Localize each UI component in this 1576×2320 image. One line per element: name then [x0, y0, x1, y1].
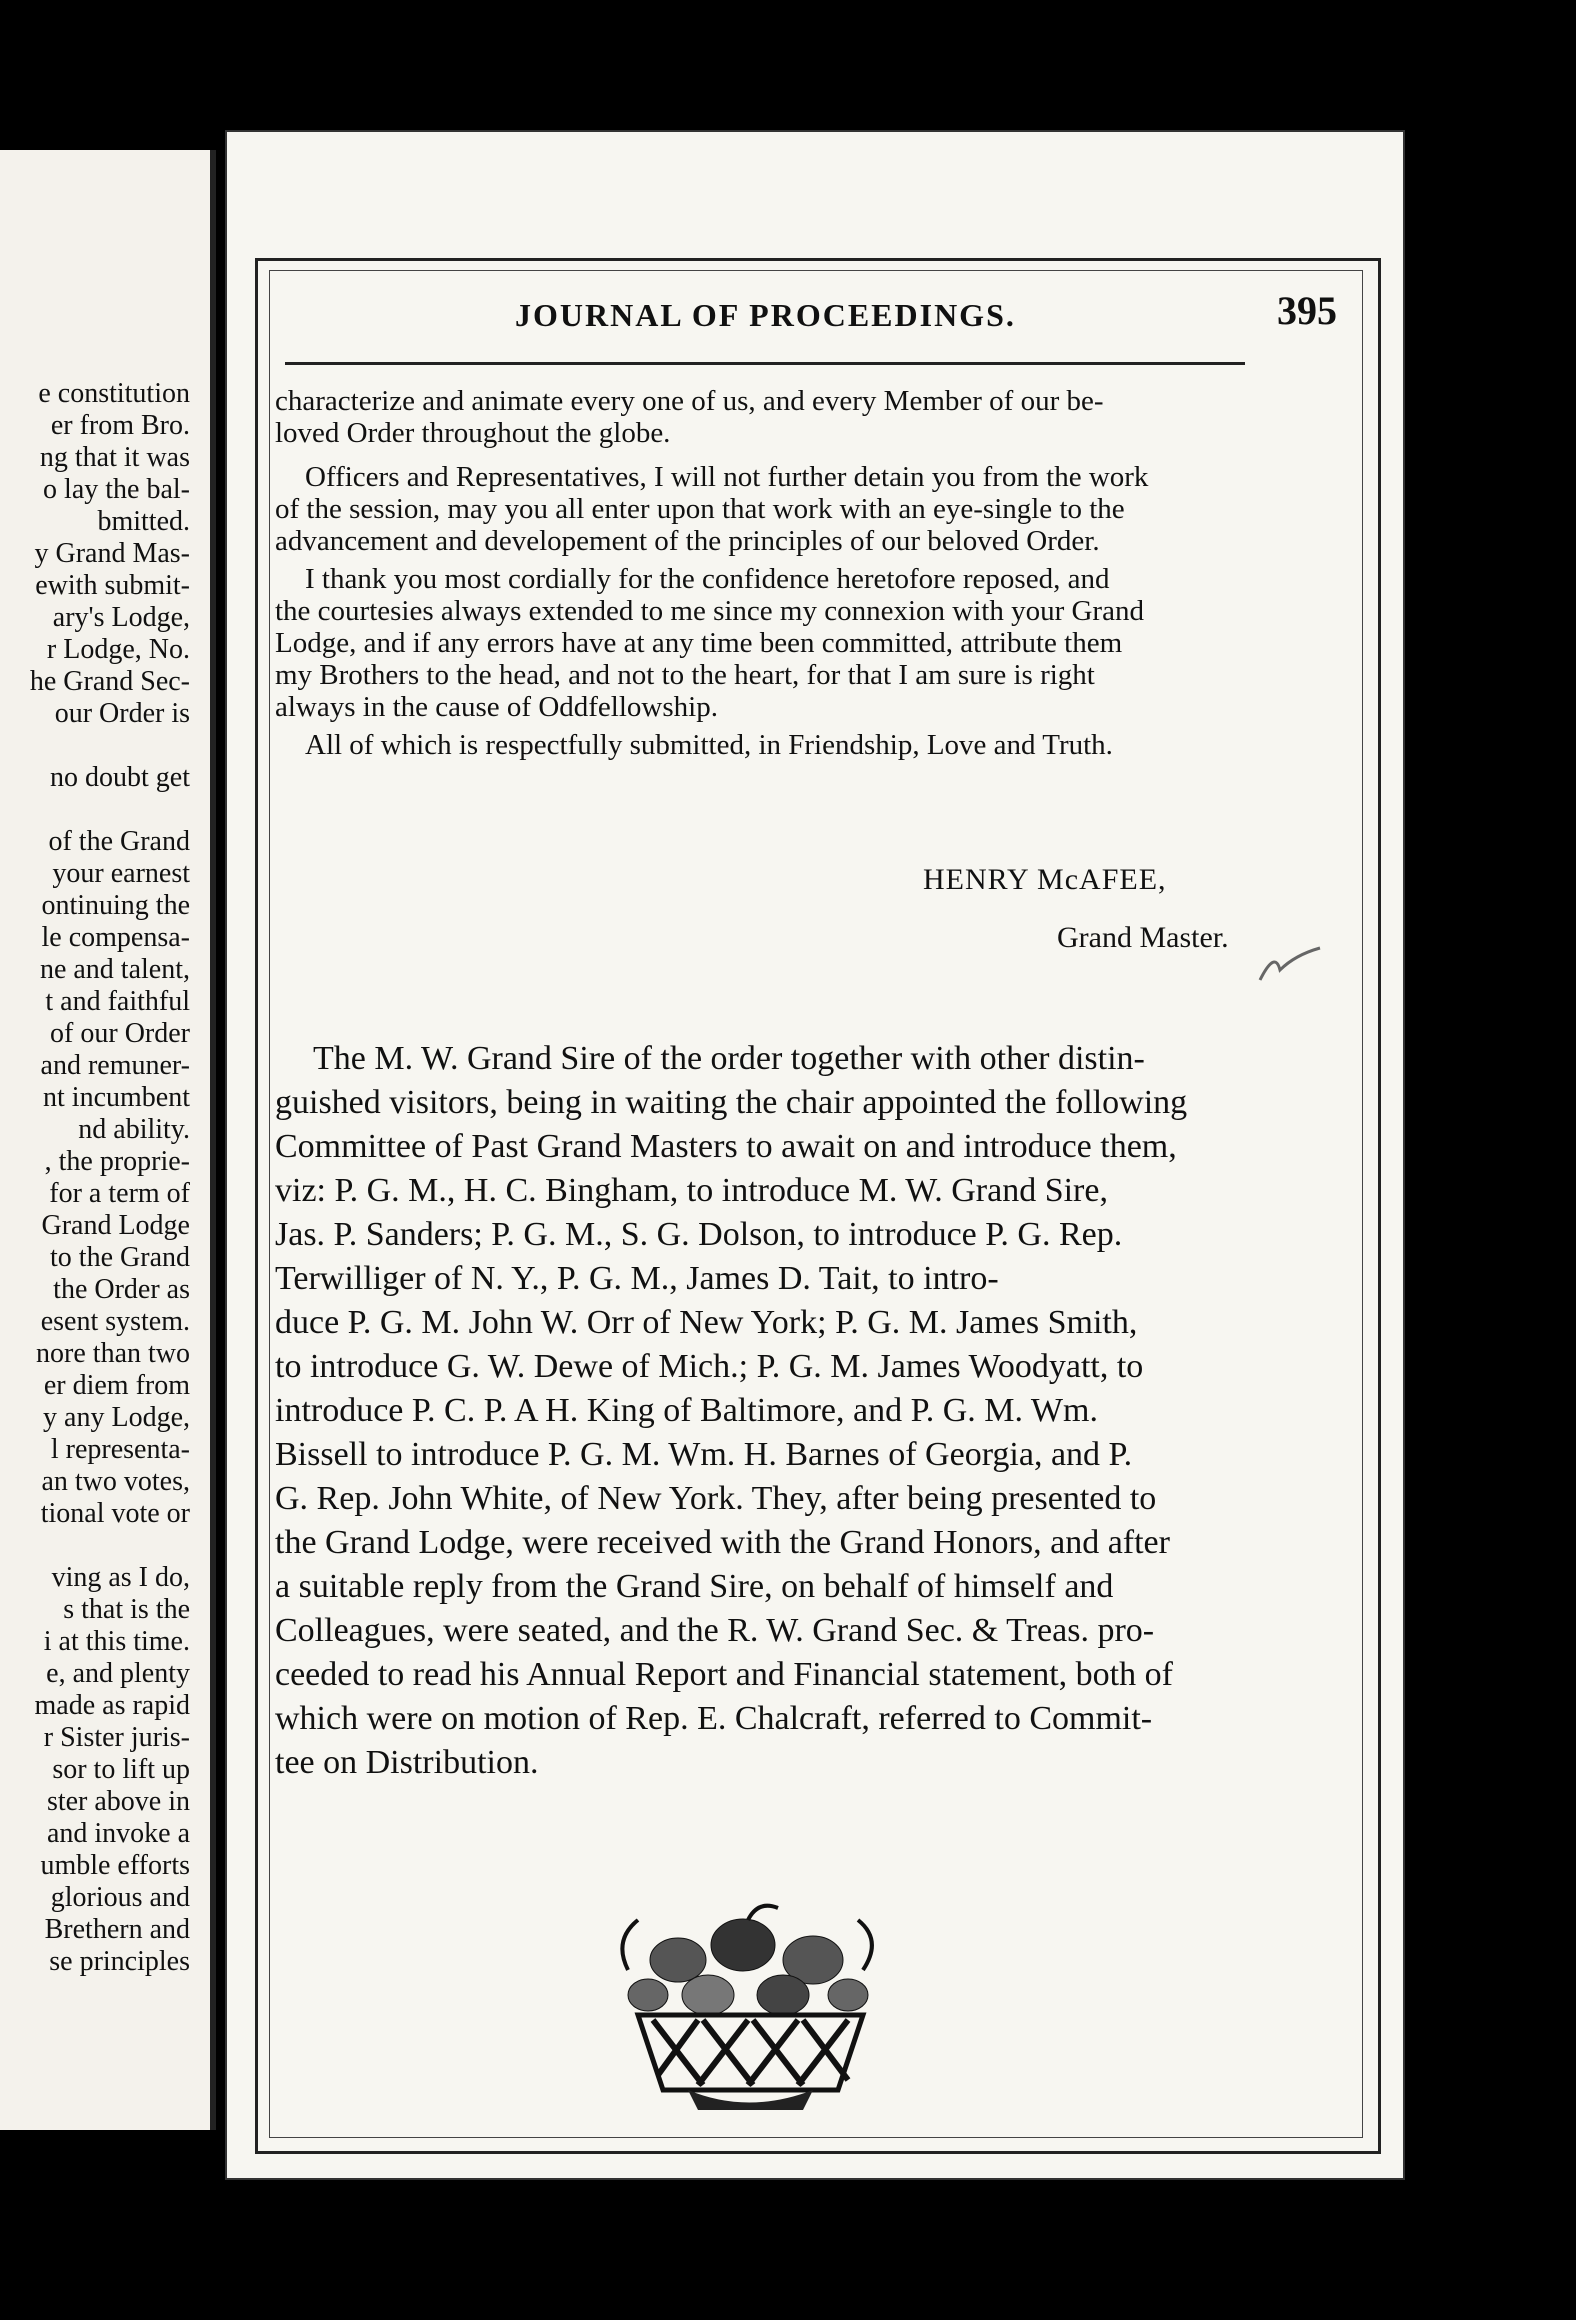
facing-line: i at this time. — [43, 1626, 190, 1657]
facing-line: t and faithful — [45, 986, 190, 1017]
proceedings-line: viz: P. G. M., H. C. Bingham, to introduce M. W. Grand Sire, — [275, 1172, 1108, 1209]
report-line: I thank you most cordially for the confidence heretofore reposed, and — [305, 563, 1110, 595]
facing-line: nore than two — [36, 1338, 190, 1369]
facing-line: Grand Lodge — [41, 1210, 190, 1241]
signature-title: Grand Master. — [1057, 921, 1229, 954]
facing-line: y any Lodge, — [43, 1402, 190, 1433]
facing-line: esent system. — [40, 1306, 190, 1337]
proceedings-line: duce P. G. M. John W. Orr of New York; P. G. M. James Smith, — [275, 1304, 1138, 1341]
proceedings-line: Colleagues, were seated, and the R. W. Grand Sec. & Treas. pro- — [275, 1612, 1155, 1649]
facing-line: le compensa- — [41, 922, 190, 953]
facing-line: and invoke a — [46, 1818, 190, 1849]
running-header — [285, 285, 1355, 355]
proceedings-line: Bissell to introduce P. G. M. Wm. H. Barnes of Georgia, and P. — [275, 1436, 1133, 1473]
proceedings-line: which were on motion of Rep. E. Chalcraft, referred to Commit- — [275, 1700, 1153, 1737]
report-line: of the session, may you all enter upon that work with an eye-single to the — [275, 493, 1125, 525]
facing-line: ne and talent, — [39, 954, 190, 985]
proceedings-line: the Grand Lodge, were received with the Grand Honors, and after — [275, 1524, 1170, 1561]
proceedings-line: Committee of Past Grand Masters to await on and introduce them, — [275, 1128, 1177, 1165]
report-line: always in the cause of Oddfellowship. — [275, 691, 718, 723]
proceedings-line: a suitable reply from the Grand Sire, on behalf of himself and — [275, 1568, 1114, 1605]
report-line: my Brothers to the head, and not to the heart, for that I am sure is right — [275, 659, 1095, 691]
report-line: loved Order throughout the globe. — [275, 417, 671, 449]
facing-line: an two votes, — [41, 1466, 190, 1497]
facing-line: l representa- — [50, 1434, 190, 1465]
facing-line: for a term of — [49, 1178, 190, 1209]
signature-name: HENRY McAFEE, — [923, 863, 1167, 896]
facing-line: nd ability. — [78, 1114, 190, 1145]
facing-line: he Grand Sec- — [29, 666, 190, 697]
facing-line: Brethern and — [44, 1914, 190, 1945]
proceedings-line: Jas. P. Sanders; P. G. M., S. G. Dolson, to introduce P. G. Rep. — [275, 1216, 1123, 1253]
facing-line: and remuner- — [40, 1050, 190, 1081]
facing-line: ary's Lodge, — [52, 602, 190, 633]
facing-line: of the Grand — [48, 826, 190, 857]
facing-line: ster above in — [46, 1786, 190, 1817]
facing-line: , the proprie- — [44, 1146, 190, 1177]
facing-line: of our Order — [50, 1018, 190, 1049]
facing-line: bmitted. — [97, 506, 190, 537]
facing-line: e constitution — [38, 378, 190, 409]
facing-line: r Lodge, No. — [46, 634, 190, 665]
proceedings-line: introduce P. C. P. A H. King of Baltimore, and P. G. M. Wm. — [275, 1392, 1098, 1429]
facing-line: your earnest — [52, 858, 190, 889]
facing-line: ving as I do, — [51, 1562, 190, 1593]
facing-line: the Order as — [53, 1274, 190, 1305]
facing-line: o lay the bal- — [43, 474, 190, 505]
proceedings-line: G. Rep. John White, of New York. They, after being presented to — [275, 1480, 1157, 1517]
report-line: characterize and animate every one of us, and every Member of our be- — [275, 385, 1104, 417]
facing-line: our Order is — [54, 698, 190, 729]
facing-line: er from Bro. — [50, 410, 190, 441]
report-line: Lodge, and if any errors have at any time been committed, attribute them — [275, 627, 1123, 659]
proceedings-line: to introduce G. W. Dewe of Mich.; P. G. M. James Woodyatt, to — [275, 1348, 1144, 1385]
header-rule — [285, 362, 1245, 365]
facing-line: made as rapid — [34, 1690, 190, 1721]
journal-title: JOURNAL OF PROCEEDINGS. — [515, 297, 1016, 333]
proceedings-line: Terwilliger of N. Y., P. G. M., James D. Tait, to intro- — [275, 1260, 999, 1297]
facing-line: ewith submit- — [35, 570, 190, 601]
proceedings-line: tee on Distribution. — [275, 1744, 539, 1781]
facing-line: ontinuing the — [41, 890, 190, 921]
report-line: All of which is respectfully submitted, in Friendship, Love and Truth. — [305, 729, 1113, 761]
facing-line: nt incumbent — [43, 1082, 190, 1113]
report-line: Officers and Representatives, I will not further detain you from the work — [305, 461, 1149, 493]
facing-line: sor to lift up — [52, 1754, 190, 1785]
facing-line: e, and plenty — [46, 1658, 190, 1689]
facing-line: to the Grand — [50, 1242, 190, 1273]
facing-line: s that is the — [63, 1594, 190, 1625]
facing-line: er diem from — [43, 1370, 190, 1401]
facing-line: ng that it was — [39, 442, 190, 473]
facing-line: umble efforts — [40, 1850, 190, 1881]
journal-page — [225, 130, 1405, 2180]
facing-line: no doubt get — [50, 762, 190, 793]
page-number: 395 — [1277, 288, 1337, 333]
pencil-check-mark — [1255, 940, 1325, 990]
facing-line: r Sister juris- — [43, 1722, 190, 1753]
flower-basket-ornament — [608, 1900, 893, 2130]
report-line: advancement and developement of the principles of our beloved Order. — [275, 525, 1100, 557]
proceedings-line: The M. W. Grand Sire of the order together with other distin- — [313, 1040, 1145, 1077]
facing-line: y Grand Mas- — [34, 538, 190, 569]
facing-line: se principles — [49, 1946, 190, 1977]
facing-line: tional vote or — [40, 1498, 190, 1529]
proceedings-line: ceeded to read his Annual Report and Financial statement, both of — [275, 1656, 1173, 1693]
proceedings-line: guished visitors, being in waiting the chair appointed the following — [275, 1084, 1188, 1121]
facing-line: glorious and — [50, 1882, 190, 1913]
report-line: the courtesies always extended to me since my connexion with your Grand — [275, 595, 1144, 627]
facing-page — [0, 150, 216, 2130]
